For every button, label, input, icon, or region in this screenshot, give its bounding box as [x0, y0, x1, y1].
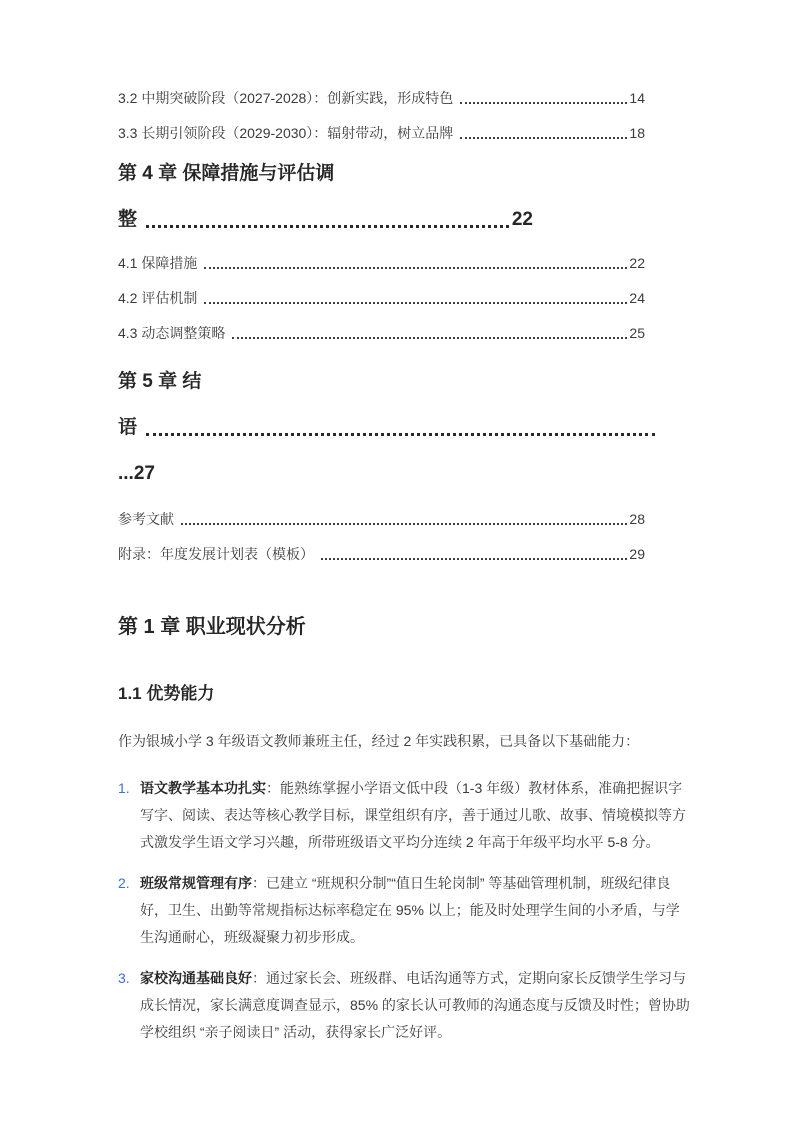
toc-entry-chapter-5-line1[interactable] [118, 369, 645, 395]
toc-entry-4-3[interactable] [118, 323, 645, 343]
table-of-contents [118, 88, 645, 564]
list-number: 1. [118, 780, 130, 796]
list-item-3 [118, 965, 693, 1046]
toc-page-number: 18 [629, 125, 645, 141]
toc-page-number: 25 [629, 325, 645, 341]
list-item-detail: ：通过家长会、班级群、电话沟通等方式，定期向家长反馈学生学习与成长情况，家长满意度调查显示，85% 的家长认可教师的沟通态度与反馈及时性；曾协助学校组织 “亲子阅读日” 活动，获得家长广泛好评。 [140, 970, 690, 1040]
toc-page-number: 22 [511, 209, 533, 230]
dot-leader [181, 523, 627, 525]
list-number: 3. [118, 970, 130, 986]
dot-leader [146, 225, 509, 228]
toc-entry-label: 参考文献 [118, 511, 174, 527]
strength-list [118, 775, 693, 1046]
toc-entry-label: 3.2 中期突破阶段（2027-2028）：创新实践，形成特色 [118, 90, 454, 106]
list-item-text [140, 775, 693, 856]
toc-entry-label: 4.3 动态调整策略 [118, 325, 226, 341]
toc-entry-label: 3.3 长期引领阶段（2029-2030）：辐射带动，树立品牌 [118, 125, 454, 141]
chapter-1-heading: 第 1 章 职业现状分析 [118, 616, 306, 638]
list-item-term: 语文教学基本功扎实 [140, 780, 266, 796]
toc-entry-label: 语 [118, 417, 138, 438]
toc-entry-label: 4.2 评估机制 [118, 290, 198, 306]
list-item-term: 班级常规管理有序 [140, 875, 252, 891]
toc-page-number: 29 [629, 546, 645, 562]
list-item-term: 家校沟通基础良好 [140, 970, 252, 986]
toc-page-number: 28 [629, 511, 645, 527]
dot-leader [204, 267, 627, 269]
toc-page-number: ...27 [118, 463, 155, 484]
toc-entry-chapter-4-line1[interactable] [118, 161, 645, 187]
toc-entry-3-3[interactable] [118, 123, 645, 143]
toc-entry-label: 第 5 章 结 [118, 371, 202, 392]
dot-leader [204, 302, 627, 304]
toc-entry-appendix[interactable] [118, 544, 645, 564]
list-number: 2. [118, 875, 130, 891]
section-1-1-heading: 1.1 优势能力 [118, 684, 215, 703]
toc-entry-chapter-4-line2[interactable] [118, 207, 533, 233]
dot-leader [321, 558, 627, 560]
toc-page-number: 14 [629, 90, 645, 106]
toc-entry-label: 第 4 章 保障措施与评估调 [118, 163, 335, 184]
dot-leader [460, 102, 627, 104]
dot-leader [232, 337, 627, 339]
list-item-2 [118, 870, 693, 951]
list-item-1 [118, 775, 693, 856]
list-item-text [140, 965, 693, 1046]
toc-entry-chapter-5-line2[interactable] [118, 415, 658, 441]
toc-entry-label: 4.1 保障措施 [118, 255, 198, 271]
toc-entry-4-2[interactable] [118, 288, 645, 308]
toc-page-number: 24 [629, 290, 645, 306]
toc-entry-chapter-5-line3[interactable] [118, 461, 645, 487]
dot-leader [460, 137, 627, 139]
toc-entry-4-1[interactable] [118, 253, 645, 273]
intro-paragraph: 作为银城小学 3 年级语文教师兼班主任，经过 2 年实践积累，已具备以下基础能力： [118, 733, 640, 749]
list-item-detail: ：能熟练掌握小学语文低中段（1-3 年级）教材体系，准确把握识字写字、阅读、表达等核心教学目标，课堂组织有序，善于通过儿歌、故事、情境模拟等方式激发学生语文学习兴趣，所带班级语文平均分连续 2 年高于年级平均水平 5-8 分。 [140, 780, 686, 850]
list-item-text [140, 870, 693, 951]
toc-page-number: 22 [629, 255, 645, 271]
dot-leader [146, 433, 655, 436]
toc-entry-label: 整 [118, 209, 138, 230]
toc-entry-references[interactable] [118, 509, 645, 529]
list-item-detail: ：已建立 “班规积分制”“值日生轮岗制” 等基础管理机制，班级纪律良好，卫生、出勤等常规指标达标率稳定在 95% 以上；能及时处理学生间的小矛盾，与学生沟通耐心，班级凝聚力初步形成。 [140, 875, 680, 945]
toc-entry-3-2[interactable] [118, 88, 645, 108]
toc-entry-label: 附录：年度发展计划表（模板） [118, 546, 314, 562]
